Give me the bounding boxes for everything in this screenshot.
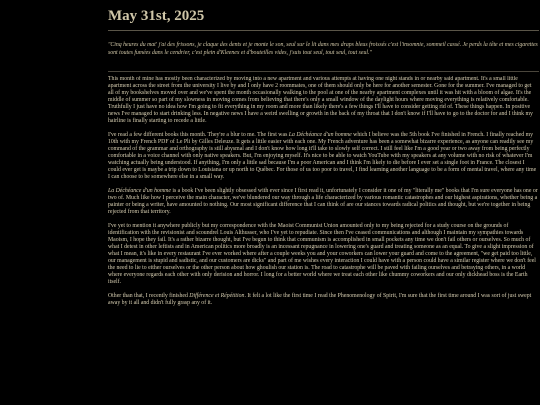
epigraph-divider bbox=[108, 71, 539, 72]
entry-body bbox=[108, 76, 538, 405]
book-title: La Déchéance d'un homme bbox=[288, 132, 352, 138]
header-divider bbox=[108, 30, 539, 31]
paragraph-2-rest: which I believe was the 5th book I've finished in French. I finally reached my 10th with my French PDF of Le Pli by Gilles Deleuze. It gets a little easier with each one. My French adventure has been a somewhat bizarre experience, as anyone can readily see my command of the grammar and orthography is still abysmal and I don't know how long it'll take to slowly self correct. I still feel like I'm a good year or two away from being perfectly comfortable in a voice channel with only native speakers. But, I'm enjoying myself. It's nice to be able to watch YouTube with my speakers at any volume with no risk of whatever I'm watching actually being understood. If anything, I'm only a little sad because I'm a poor American and I think I'm likely to die before I ever set a single foot in France. The closest I could ever get is maybe a trip down to Louisiana or up north to Québec. For those of us too poor to travel, I find learning another language to be a form of mental travel, where any time I can choose to be somewhere else in a small way. bbox=[108, 132, 537, 180]
epigraph: "Cinq heures du mat' j'ai des frissons, je claque des dents et je monte le son, seul sur le lit dans mes draps bleus froissés c'est l'insomnie, sommeil cassé. Je perds la tête et mes cigarettes sont toutes fumées dans le cendrier, c'est plein d'Kleenex et d'bouteilles vides, j'suis tout seul, tout seul, tout seul." bbox=[108, 42, 538, 56]
paragraph-1: This month of mine has mostly been characterized by moving into a new apartment and various attempts at having one night stands in or nearby said apartment. It's a small little apartment across the street from the university I live by and I only have 2 roommates, one of them should only be here for another semester. Gone for the summer. I've managed to get all of my bookshelves moved over and we've spent the month occasionally walking to the pool at one of the nearby apartment complexes until it was hit with a bloom of algae. It's the middle of summer so part of my slowness in moving comes from believing that there's only a small window of the daylight hours where moving everything is relatively comfortable. Truthfully I just have no idea how I'm going to fit everything in my room and more than likely there's a few things I'll have to consider getting rid of. These things happen. In positive news I've managed to start drinking less. In negative news I have a weird swelling or growth in the back of my throat that I don't know if I'll have to go to the doctor for and I think my hairline is finally starting to recede a little. bbox=[108, 76, 533, 124]
paragraph-2 bbox=[108, 132, 538, 181]
paragraph-4: I've yet to mention it anywhere publicly but my correspondence with the Maoist Communist Union amounted only to my being rejected for a study course on the grounds of identification with the revisionist and scoundrel Louis Althusser, who I've yet to repudiate. Since then I've ceased communications and although I maintain my sympathies towards Maoism, I hope they fail. It's a rather bizarre thought, but I've begun to think that communism is accomplished in small pockets any time we don't fail others or ourselves. So much of what I detest in other leftists and in American politics more broadly is an incessant repugnance in lowering one's guard and treating someone as an equal. To give a slight impression of what I mean, it's like in every restaurant I've ever worked where after a couple weeks you and your coworkers can lower your guard and come to the agreement, "we get paid too little, our management is stupid and sadistic, and our customers are dicks" and part of me wishes every interaction I could have with a person could have a similar register where we don't feel the need to lie to either ourselves or the other person about how ghoulish our station is. The road to catastrophe will be paved with failing ourselves and betraying others, in a world where everyone regards each other with only derision and horror. I long for a better world where we treat each other like chummy coworkers and our only dickhead boss is the Earth itself. bbox=[108, 223, 536, 285]
paragraph-5-lead: Other than that, I recently finished bbox=[108, 293, 190, 299]
paragraph-5-rest: . It felt a lot like the first time I read the Phenomenology of Spirit, I'm sure that the first time around I was sort of just swept away by it all and didn't fully grasp any of it. bbox=[108, 293, 532, 306]
book-title: La Déchéance d'un homme bbox=[108, 188, 171, 194]
paragraph-3 bbox=[108, 188, 538, 216]
page-title: May 31st, 2025 bbox=[108, 8, 205, 24]
paragraph-3-rest: is a book I've been slightly obsessed with ever since I first read it, unfortunately I consider it one of my "literally me" books that I'm sure everyone has one or two of. Much like how I perceive the main character, we've blundered our way through a life characterized by various romantic catastrophes and our highest aspirations, whether being a painter or being a writer, have amounted to nothing. Our most significant difference that I can think of are our stances towards radical politics and thought, but we're together in being rejected from that territory. bbox=[108, 188, 538, 215]
paragraph-2-lead: I've read a few different books this month. They're a blur to me. The first was bbox=[108, 132, 289, 138]
paragraph-5 bbox=[108, 293, 538, 307]
book-title: Différence et Répétition bbox=[189, 293, 245, 299]
